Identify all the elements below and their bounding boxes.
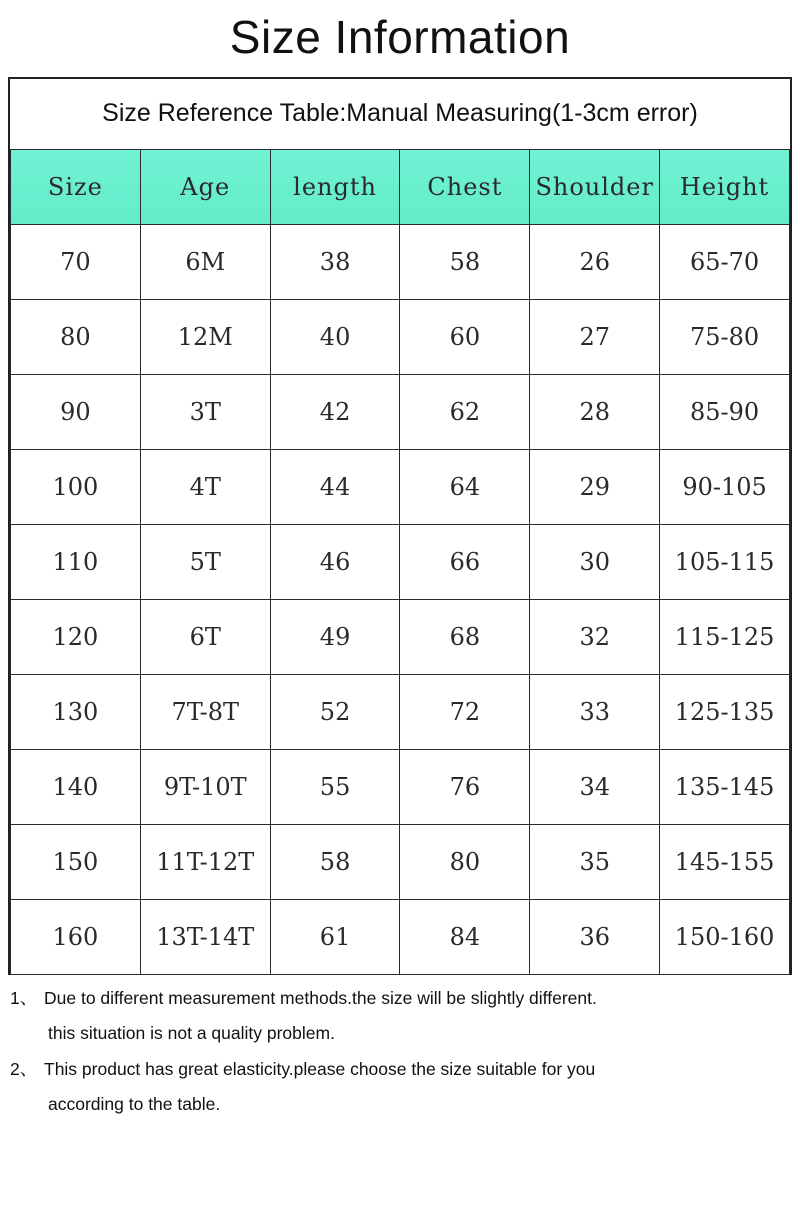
- table-row: [11, 374, 790, 449]
- notes-section: [10, 981, 790, 1123]
- cell-shoulder: 35: [530, 824, 660, 899]
- cell-age: 4T: [140, 449, 270, 524]
- cell-chest: 68: [400, 599, 530, 674]
- column-header-size: Size: [11, 149, 141, 224]
- cell-height: 125-135: [660, 674, 790, 749]
- table-row: [11, 449, 790, 524]
- column-header-age: Age: [140, 149, 270, 224]
- cell-size: 130: [11, 674, 141, 749]
- cell-length: 55: [270, 749, 400, 824]
- table-caption: Size Reference Table:Manual Measuring(1-3cm error): [11, 79, 790, 150]
- cell-shoulder: 29: [530, 449, 660, 524]
- cell-size: 120: [11, 599, 141, 674]
- cell-height: 135-145: [660, 749, 790, 824]
- cell-size: 150: [11, 824, 141, 899]
- table-row: [11, 824, 790, 899]
- cell-height: 145-155: [660, 824, 790, 899]
- cell-size: 80: [11, 299, 141, 374]
- bottom-spacer: [0, 1191, 800, 1207]
- cell-height: 75-80: [660, 299, 790, 374]
- cell-shoulder: 30: [530, 524, 660, 599]
- cell-age: 6T: [140, 599, 270, 674]
- column-header-chest: Chest: [400, 149, 530, 224]
- cell-length: 42: [270, 374, 400, 449]
- cell-length: 38: [270, 224, 400, 299]
- cell-shoulder: 32: [530, 599, 660, 674]
- cell-size: 70: [11, 224, 141, 299]
- table-row: [11, 899, 790, 974]
- cell-chest: 64: [400, 449, 530, 524]
- note-2-line-1: [10, 1052, 790, 1088]
- cell-shoulder: 34: [530, 749, 660, 824]
- table-row: [11, 299, 790, 374]
- cell-length: 40: [270, 299, 400, 374]
- cell-length: 46: [270, 524, 400, 599]
- cell-shoulder: 28: [530, 374, 660, 449]
- size-reference-table: [10, 79, 790, 975]
- cell-shoulder: 26: [530, 224, 660, 299]
- cell-chest: 80: [400, 824, 530, 899]
- table-row: [11, 599, 790, 674]
- cell-age: 5T: [140, 524, 270, 599]
- note-1-text-1: Due to different measurement methods.the size will be slightly different.: [44, 987, 597, 1008]
- cell-age: 3T: [140, 374, 270, 449]
- cell-age: 13T-14T: [140, 899, 270, 974]
- cell-chest: 72: [400, 674, 530, 749]
- cell-chest: 66: [400, 524, 530, 599]
- cell-shoulder: 36: [530, 899, 660, 974]
- column-header-length: length: [270, 149, 400, 224]
- cell-size: 160: [11, 899, 141, 974]
- cell-chest: 84: [400, 899, 530, 974]
- cell-chest: 62: [400, 374, 530, 449]
- cell-age: 7T-8T: [140, 674, 270, 749]
- cell-size: 140: [11, 749, 141, 824]
- size-information-page: [0, 12, 800, 1207]
- cell-height: 150-160: [660, 899, 790, 974]
- table-caption-row: [11, 79, 790, 150]
- size-table-body: [11, 79, 790, 975]
- table-header-row: [11, 149, 790, 224]
- table-row: [11, 524, 790, 599]
- table-row: [11, 224, 790, 299]
- note-2-number: 2、: [10, 1058, 38, 1079]
- cell-chest: 60: [400, 299, 530, 374]
- cell-length: 49: [270, 599, 400, 674]
- size-table-container: [8, 77, 792, 975]
- page-title: Size Information: [229, 11, 571, 63]
- cell-height: 105-115: [660, 524, 790, 599]
- table-row: [11, 749, 790, 824]
- note-1-line-1: [10, 981, 790, 1017]
- note-2-text-1: This product has great elasticity.please choose the size suitable for you: [44, 1058, 596, 1079]
- cell-shoulder: 27: [530, 299, 660, 374]
- cell-length: 61: [270, 899, 400, 974]
- table-row: [11, 674, 790, 749]
- cell-size: 90: [11, 374, 141, 449]
- cell-length: 52: [270, 674, 400, 749]
- cell-height: 90-105: [660, 449, 790, 524]
- note-2-line-2: according to the table.: [48, 1094, 221, 1115]
- cell-age: 12M: [140, 299, 270, 374]
- cell-age: 11T-12T: [140, 824, 270, 899]
- cell-height: 65-70: [660, 224, 790, 299]
- column-header-shoulder: Shoulder: [530, 149, 660, 224]
- cell-age: 6M: [140, 224, 270, 299]
- note-1-number: 1、: [10, 987, 38, 1008]
- cell-length: 58: [270, 824, 400, 899]
- cell-size: 100: [11, 449, 141, 524]
- cell-shoulder: 33: [530, 674, 660, 749]
- cell-height: 85-90: [660, 374, 790, 449]
- note-1-line-2: this situation is not a quality problem.: [48, 1023, 335, 1044]
- cell-height: 115-125: [660, 599, 790, 674]
- cell-length: 44: [270, 449, 400, 524]
- cell-size: 110: [11, 524, 141, 599]
- cell-chest: 58: [400, 224, 530, 299]
- cell-age: 9T-10T: [140, 749, 270, 824]
- cell-chest: 76: [400, 749, 530, 824]
- column-header-height: Height: [660, 149, 790, 224]
